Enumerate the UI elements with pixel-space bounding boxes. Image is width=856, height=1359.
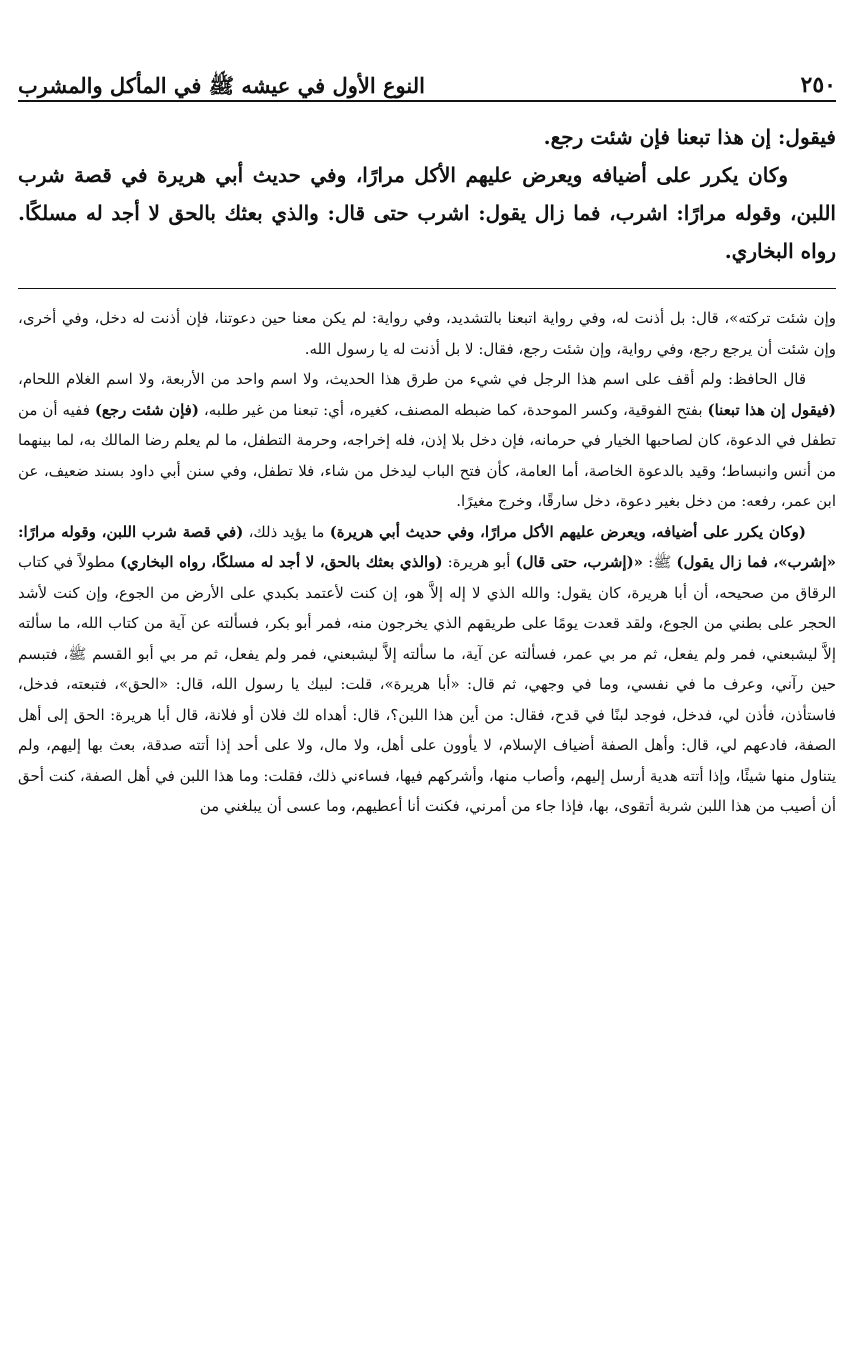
commentary-text: ﷺ: bbox=[643, 553, 677, 571]
commentary-text: قال الحافظ: ولم أقف على اسم هذا الرجل في شيء من طرق هذا الحديث، ولا اسم واحد من الأربعة، ولا اسم الغلام اللحام، bbox=[18, 370, 806, 388]
quoted-text: «(إشرب، حتى قال) bbox=[515, 553, 644, 571]
quoted-text: (وكان يكرر على أضيافه، ويعرض عليهم الأكل مرارًا، وفي حديث أبي هريرة) bbox=[329, 522, 806, 541]
quoted-text: (فإن شئت رجع) bbox=[94, 400, 199, 419]
commentary bbox=[18, 303, 836, 822]
main-text bbox=[18, 118, 836, 270]
quoted-text: (والذي بعثك بالحق، لا أجد له مسلكًا، رواه البخاري) bbox=[119, 553, 443, 571]
commentary-text: ما يؤيد ذلك، bbox=[243, 522, 330, 541]
header-rule bbox=[18, 100, 836, 102]
running-header bbox=[18, 66, 836, 98]
commentary-paragraph-1: وإن شئت تركته»، قال: بل أذنت له، وفي رواية اتبعنا بالتشديد، وفي رواية: لم يكن معنا حين دعوتنا، فإن أذنت له دخل، وفي أخرى، وإن شئت أن يرجع رجع، وفي رواية، وإن شئت رجع، فقال: لا بل أذنت له يا رسول الله. bbox=[18, 309, 836, 358]
footnote-separator bbox=[18, 288, 836, 289]
running-title: النوع الأول في عيشه ﷺ في المأكل والمشرب bbox=[18, 72, 425, 98]
main-paragraph-2: وكان يكرر على أضيافه ويعرض عليهم الأكل مرارًا، وفي حديث أبي هريرة في قصة شرب اللبن، وقوله مرارًا: اشرب، فما زال يقول: اشرب حتى قال: والذي بعثك بالحق لا أجد له مسلكًا. رواه البخاري. bbox=[18, 163, 836, 263]
commentary-text: ففيه أن من تطفل في الدعوة، كان لصاحبها الخيار في حرمانه، فإن دخل بلا إذن، فله إخراجه، وحرمة التطفل، ما لم يعلم رضا المالك به، لما بينهما من أنس وانبساط؛ وقيد بالدعوة الخاصة، أما العامة، كأن فتح الباب ليدخل من شاء، فلا تطفل، وفي سنن أبي داود بسند ضعيف، عن ابن عمر، رفعه: من دخل بغير دعوة، دخل سارقًا، وخرج مغيرًا. bbox=[18, 400, 836, 510]
quoted-text: (في قصة شرب اللبن، وقوله مرارًا: «إشرب»، فما زال يقول) bbox=[18, 522, 836, 571]
commentary-text: بفتح الفوقية، وكسر الموحدة، كما ضبطه المصنف، كغيره، أي: تبعنا من غير طلبه، bbox=[198, 400, 708, 419]
commentary-text: مطولاً في كتاب الرقاق من صحيحه، أن أبا هريرة، كان يقول: والله الذي لا إله إلاَّ هو، إن كنت لأعتمد بكبدي على الأرض من الجوع، وإن كنت لأشد الحجر على بطني من الجوع، ولقد قعدت يومًا على طريقهم الذي يخرجون منه، فمر أبو بكر، فسألته عن آية من كتاب الله، ما سألته إلاَّ ليشبعني، فمر ولم يفعل، ثم مر بي عمر، فسألته عن آية، ما سألته إلاَّ ليشبعني، فمر ولم يفعل، ثم مر بي أبو القسم ﷺ، فتبسم حين رآني، وعرف ما في نفسي، وما في وجهي، ثم قال: «أبا هريرة»، قلت: لبيك يا رسول الله، قال: «الحق»، فتبعته، فدخل، فاستأذن، فأذن لي، فدخل، فوجد لبنًا في قدح، فقال: من أين هذا اللبن؟، قال: أهداه لك فلان أو فلانة، قال أبا هريرة: الحق إلى أهل الصفة، فادعهم لي، قال: وأهل الصفة أضياف الإسلام، لا يأوون على أهل، ولا مال، ولا على أحد إذا أتته صدقة، بعث بها إليهم، ولم يتناول منها شيئًا، وإذا أتته هدية أرسل إليهم، وأصاب منها، وأشركهم فيها، فساءني ذلك، فقلت: وما هذا اللبن في أهل الصفة، كنت أحق أن أصيب من هذا اللبن شربة أتقوى، بها، فإذا جاء من أمرني، فكنت أنا أعطيهم، وما عسى أن يبلغني من bbox=[18, 553, 836, 815]
commentary-paragraph-2 bbox=[18, 364, 836, 517]
book-page bbox=[18, 66, 836, 1351]
main-line-1: فيقول: إن هذا تبعنا فإن شئت رجع. bbox=[543, 125, 836, 149]
commentary-text: أبو هريرة: bbox=[442, 553, 516, 571]
quoted-text: (فيقول إن هذا تبعنا) bbox=[707, 400, 837, 419]
commentary-paragraph-3 bbox=[18, 517, 836, 822]
page-number: ٢٥٠ bbox=[800, 71, 836, 98]
